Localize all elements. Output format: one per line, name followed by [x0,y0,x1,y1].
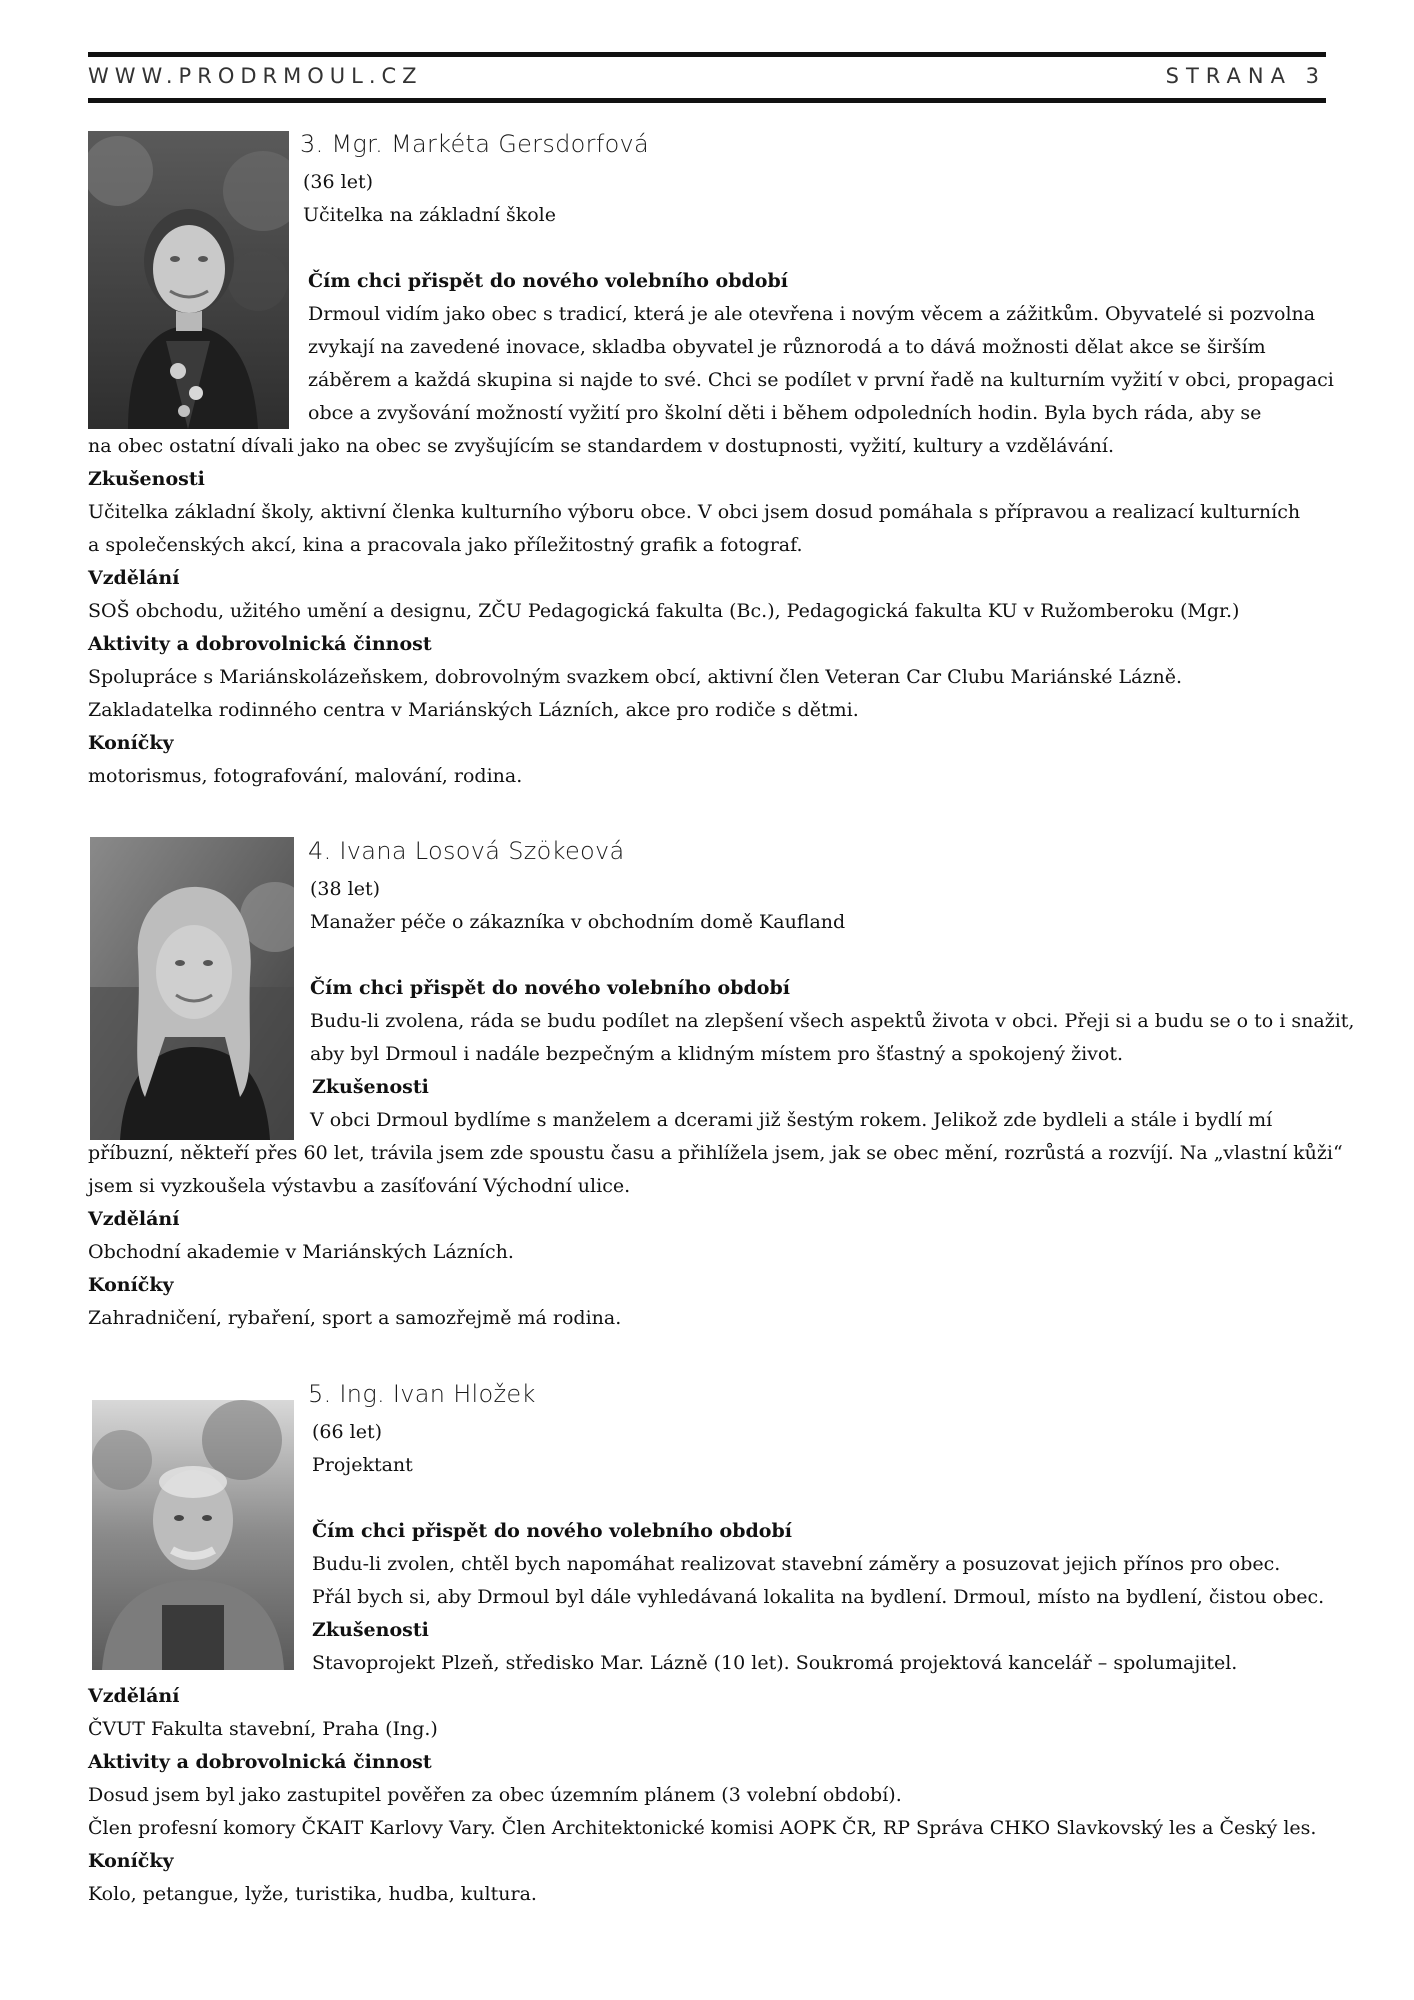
contribution-line: na obec ostatní dívali jako na obec se zvyšujícím se standardem v dostupnosti, vyžití, kultury a vzdělávání. [88,435,1114,457]
activities-line: Spolupráce s Mariánskolázeňskem, dobrovolným svazkem obcí, aktivní člen Veteran Car Clubu Mariánské Lázně. [88,666,1182,688]
contribution-line: Budu-li zvolena, ráda se budu podílet na zlepšení všech aspektů života v obci. Přeji si a budu se o to i snažit, [310,1010,1355,1032]
candidate-age: (38 let) [310,878,380,900]
hobbies-line: motorismus, fotografování, malování, rodina. [88,765,523,787]
contribution-heading: Čím chci přispět do nového volebního období [308,270,788,292]
experience-line: příbuzní, někteří přes 60 let, trávila jsem zde spoustu času a přihlížela jsem, jak se obec mění, rozrůstá a rozvíjí. Na „vlastní kůži“ [88,1142,1343,1164]
contribution-line: Drmoul vidím jako obec s tradicí, která je ale otevřena i novým věcem a zážitkům. Obyvatelé si pozvolna [308,303,1316,325]
candidate-occupation: Projektant [312,1454,413,1476]
experience-heading: Zkušenosti [88,468,205,490]
header-bottom-rule [88,98,1326,103]
contribution-line: zvykají na zavedené inovace, skladba obyvatel je různorodá a to dává možnosti dělat akce se širším [308,336,1266,358]
candidate-occupation: Učitelka na základní škole [303,204,556,226]
candidate-photo-losova-szokeova [90,837,294,1140]
education-heading: Vzdělání [88,1685,180,1707]
page-number: STRANA 3 [1165,64,1326,88]
contribution-heading: Čím chci přispět do nového volebního období [310,977,790,999]
activities-line: Zakladatelka rodinného centra v Mariánských Lázních, akce pro rodiče s dětmi. [88,699,859,721]
candidate-name: 3. Mgr. Markéta Gersdorfová [300,130,650,158]
activities-line: Člen profesní komory ČKAIT Karlovy Vary. Člen Architektonické komisi AOPK ČR, RP Správa CHKO Slavkovský les a Český les. [88,1817,1317,1839]
candidate-age: (66 let) [312,1421,382,1443]
education-heading: Vzdělání [88,567,180,589]
hobbies-heading: Koníčky [88,1850,174,1872]
contribution-line: Budu-li zvolen, chtěl bych napomáhat realizovat stavební záměry a posuzovat jejich přínos pro obec. [312,1553,1281,1575]
candidate-photo-gersdorfova [88,131,289,429]
candidate-occupation: Manažer péče o zákazníka v obchodním domě Kaufland [310,911,846,933]
header-top-rule [88,52,1326,57]
activities-heading: Aktivity a dobrovolnická činnost [88,1751,432,1773]
contribution-line: záběrem a každá skupina si najde to své. Chci se podílet v první řadě na kulturním vyžití v obci, propagaci [308,369,1334,391]
activities-heading: Aktivity a dobrovolnická činnost [88,633,432,655]
experience-line: V obci Drmoul bydlíme s manželem a dcerami již šestým rokem. Jelikož zde bydleli a stále i bydlí mí [310,1109,1273,1131]
experience-line: jsem si vyzkoušela výstavbu a zasíťování Východní ulice. [88,1175,631,1197]
hobbies-heading: Koníčky [88,732,174,754]
education-heading: Vzdělání [88,1208,180,1230]
hobbies-line: Zahradničení, rybaření, sport a samozřejmě má rodina. [88,1307,622,1329]
experience-line: Učitelka základní školy, aktivní členka kulturního výboru obce. V obci jsem dosud pomáhala s přípravou a realizací kulturních [88,501,1301,523]
contribution-line: aby byl Drmoul i nadále bezpečným a klidným místem pro šťastný a spokojený život. [310,1043,1124,1065]
hobbies-line: Kolo, petangue, lyže, turistika, hudba, kultura. [88,1883,537,1905]
contribution-line: Přál bych si, aby Drmoul byl dále vyhledávaná lokalita na bydlení. Drmoul, místo na bydlení, čistou obec. [312,1586,1325,1608]
candidate-name: 5. Ing. Ivan Hložek [308,1380,536,1408]
website-url[interactable]: WWW.PRODRMOUL.CZ [88,64,423,88]
experience-line: a společenských akcí, kina a pracovala jako příležitostný grafik a fotograf. [88,534,803,556]
candidate-name: 4. Ivana Losová Szökeová [308,837,625,865]
candidate-photo-hlozek [92,1400,294,1670]
experience-heading: Zkušenosti [312,1619,429,1641]
candidate-age: (36 let) [303,171,373,193]
education-line: Obchodní akademie v Mariánských Lázních. [88,1241,514,1263]
contribution-heading: Čím chci přispět do nového volebního období [312,1520,792,1542]
education-line: SOŠ obchodu, užitého umění a designu, ZČU Pedagogická fakulta (Bc.), Pedagogická fakulta KU v Ružomberoku (Mgr.) [88,600,1240,622]
experience-heading: Zkušenosti [312,1076,429,1098]
education-line: ČVUT Fakulta stavební, Praha (Ing.) [88,1718,438,1740]
contribution-line: obce a zvyšování možností vyžití pro školní děti i během odpoledních hodin. Byla bych ráda, aby se [308,402,1262,424]
experience-line: Stavoprojekt Plzeň, středisko Mar. Lázně (10 let). Soukromá projektová kancelář – spolumajitel. [312,1652,1238,1674]
hobbies-heading: Koníčky [88,1274,174,1296]
activities-line: Dosud jsem byl jako zastupitel pověřen za obec územním plánem (3 volební období). [88,1784,902,1806]
